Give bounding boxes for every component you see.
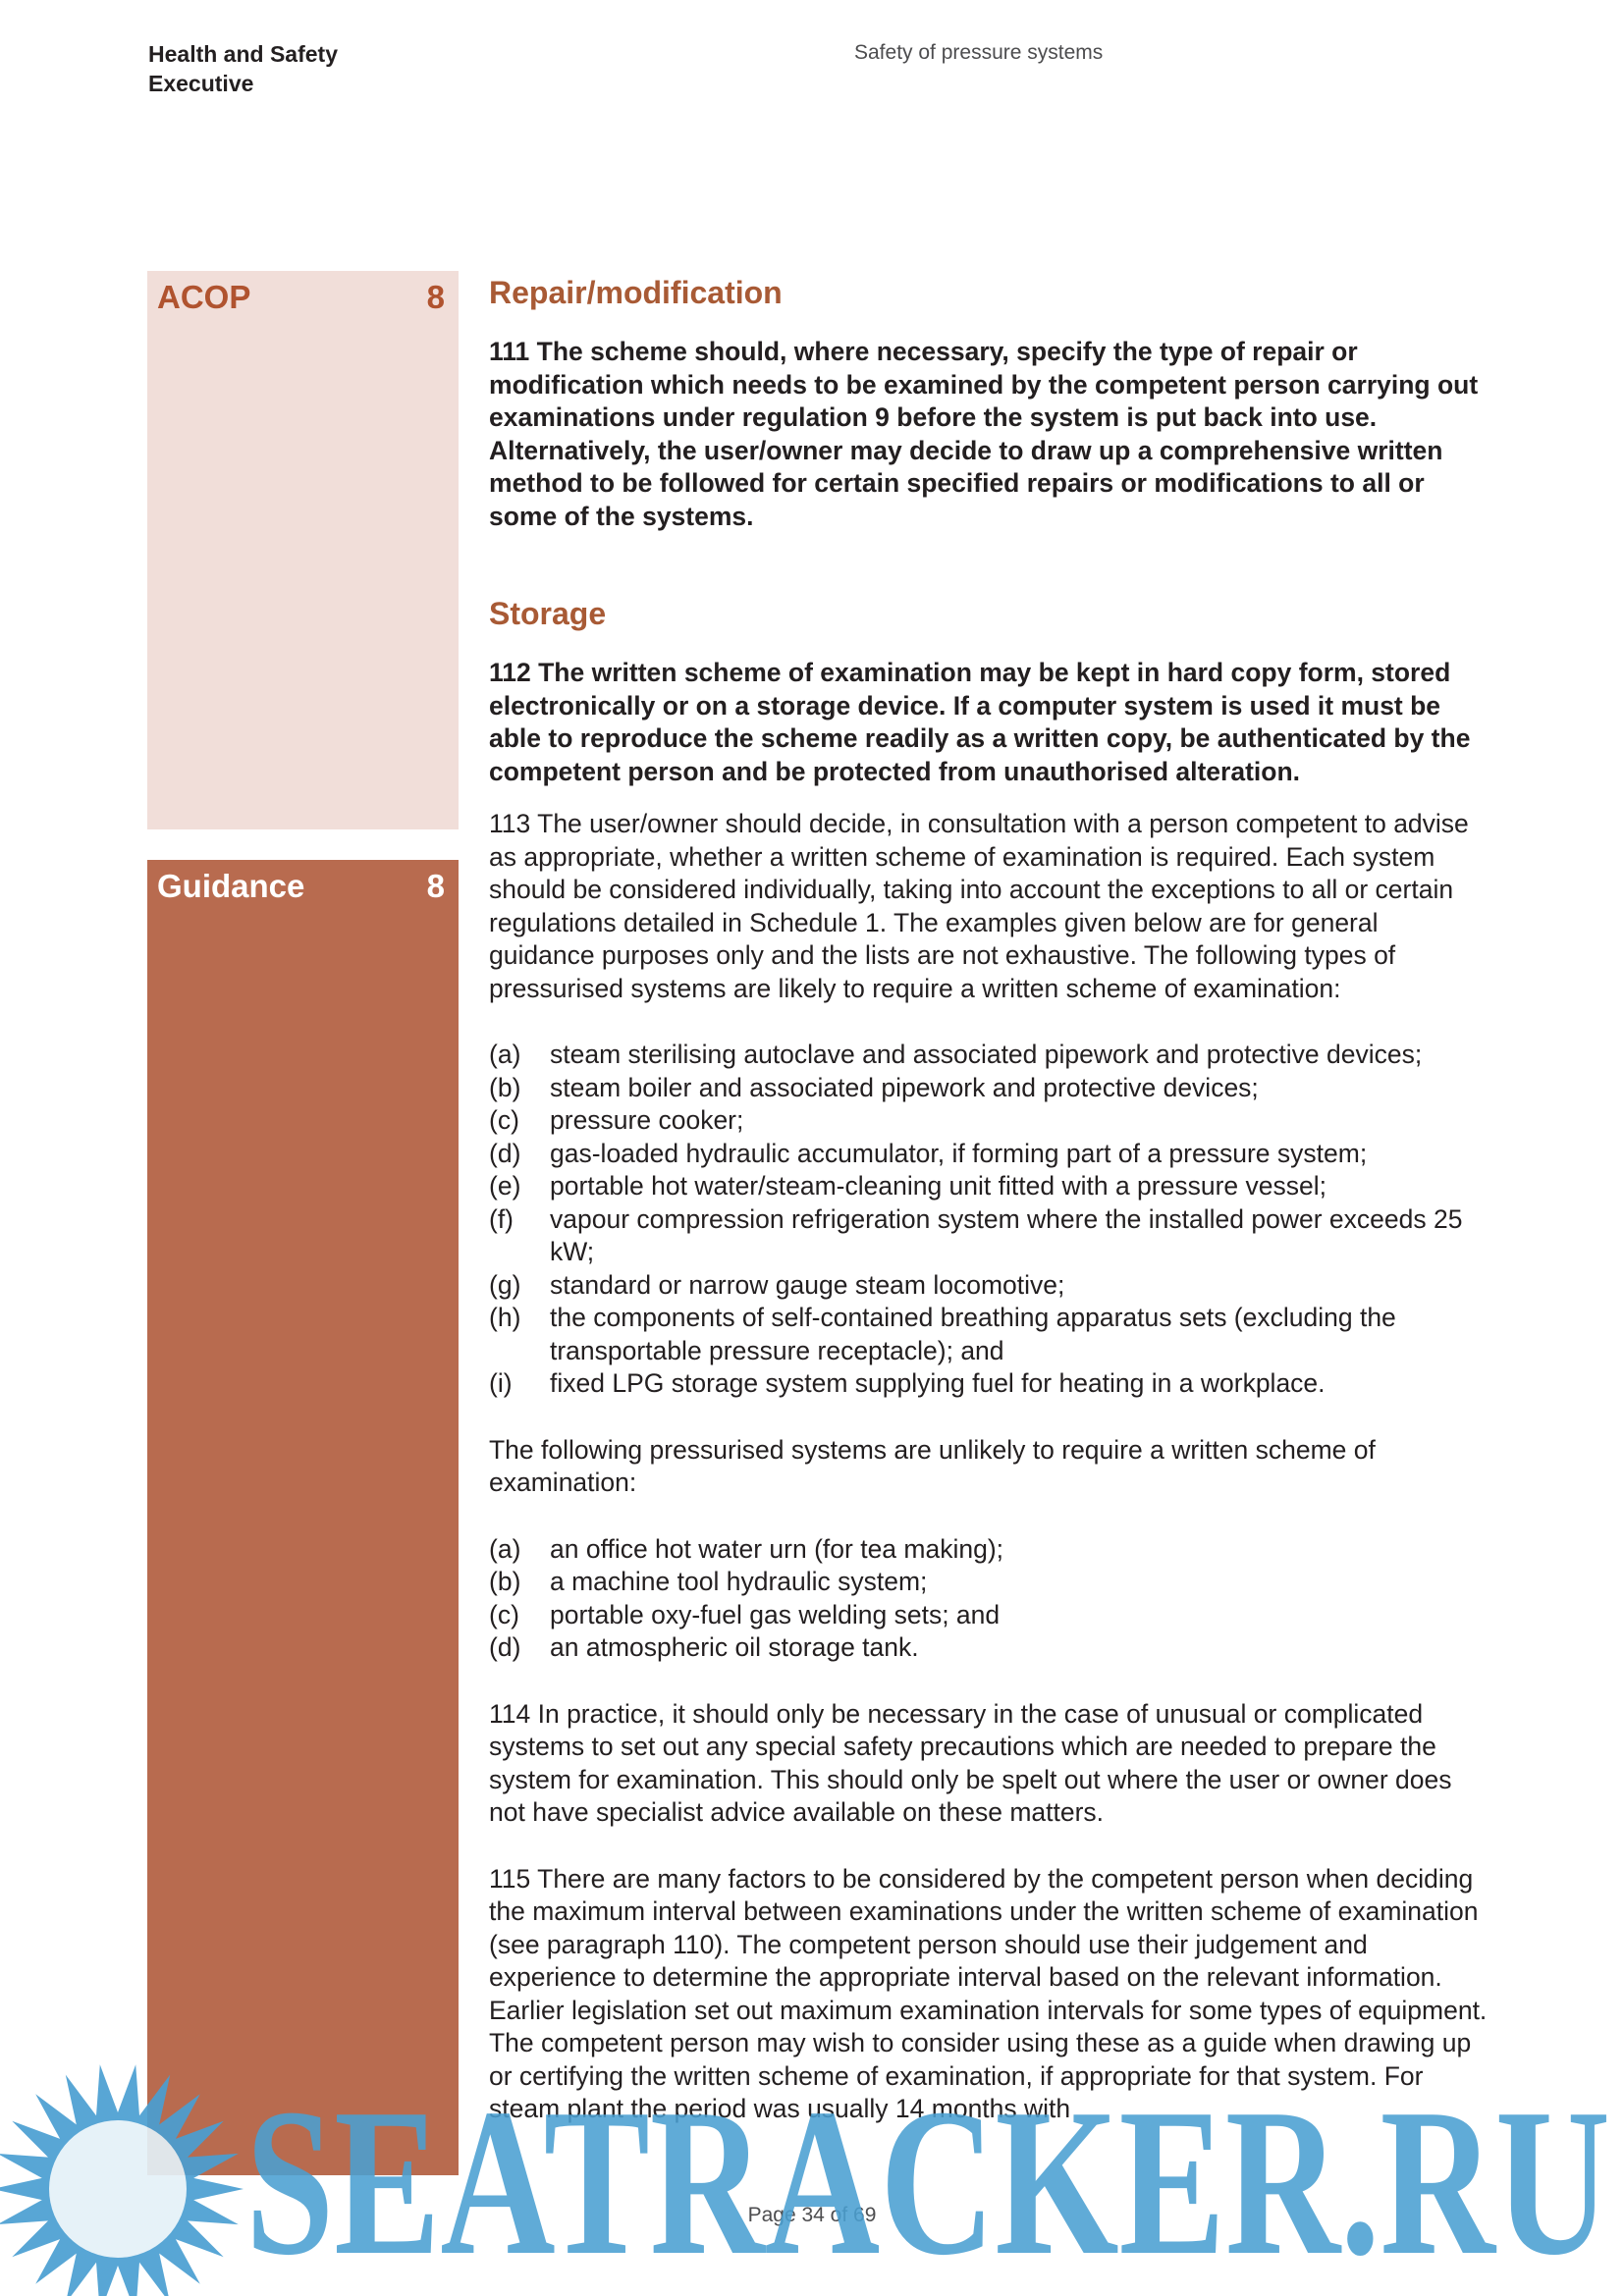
list-item xyxy=(489,1039,1490,1072)
guidance-sidebar-box xyxy=(147,860,459,2175)
watermark xyxy=(0,2042,1624,2296)
paragraph-112: 112 The written scheme of examination may be kept in hard copy form, stored electronically or on a storage device. If a computer system is used it must be able to reproduce the scheme readily as a written copy, be authenticated by the competent person and be protected from unauthorised alteration. xyxy=(489,658,1471,786)
list-item xyxy=(489,1533,1490,1567)
list-item-text: an atmospheric oil storage tank. xyxy=(550,1632,919,1662)
list-item xyxy=(489,1566,1490,1599)
watermark-text: SEATRACKER.RU xyxy=(245,2064,1610,2296)
paragraph-111: 111 The scheme should, where necessary, specify the type of repair or modification which needs to be examined by the competent person carrying out examinations under regulation 9 before the system is put back into use. Alternatively, the user/owner may decide to draw up a comprehensive written method to be followed for certain specified repairs or modifications to all or some of the systems. xyxy=(489,337,1479,531)
list-item xyxy=(489,1269,1490,1303)
guidance-regulation-number: 8 xyxy=(426,868,445,904)
paragraph-114: 114 In practice, it should only be necessary in the case of unusual or complicated systems to set out any special safety precautions which are needed to prepare the system for examination. This should only be spelt out where the user or owner does not have specialist advice available on these matters. xyxy=(489,1698,1452,1827)
list-item xyxy=(489,1138,1490,1171)
page-number: Page 34 of 69 xyxy=(747,2204,877,2226)
org-line-2: Executive xyxy=(148,71,254,96)
document-title: Safety of pressure systems xyxy=(854,41,1104,64)
list-item-label: (b) xyxy=(489,1567,521,1596)
sun-logo-icon xyxy=(0,2064,244,2296)
list-item-label: (h) xyxy=(489,1303,521,1332)
list-item-text: gas-loaded hydraulic accumulator, if forming part of a pressure system; xyxy=(550,1138,1368,1168)
heading-repair-modification: Repair/modification xyxy=(489,275,783,310)
acop-sidebar-box xyxy=(147,271,459,829)
paragraph-115: 115 There are many factors to be considered by the competent person when deciding the maximum interval between examinations under the written scheme of examination (see paragraph 110). The competent person should use their judgement and experience to determine the appropriate interval based on the relevant information. Earlier legislation set out maximum examination intervals for some types of equipment. The competent person may wish to consider using these as a guide when drawing up or certifying the written scheme of examination, if appropriate for that system. For steam plant the period was usually 14 months with xyxy=(489,1863,1488,2123)
guidance-label: Guidance xyxy=(157,868,305,904)
list-item-text: steam sterilising autoclave and associated pipework and protective devices; xyxy=(550,1040,1423,1069)
list-item-label: (e) xyxy=(489,1171,521,1201)
list-item-text: portable oxy-fuel gas welding sets; and xyxy=(550,1599,1001,1629)
list-item-label: (f) xyxy=(489,1203,514,1234)
list-item-label: (b) xyxy=(489,1072,521,1102)
heading-storage: Storage xyxy=(489,596,607,631)
org-line-1: Health and Safety xyxy=(148,41,338,67)
main-content xyxy=(489,271,1490,2126)
acop-label: ACOP xyxy=(157,279,251,315)
list-item xyxy=(489,1367,1490,1401)
list-item xyxy=(489,1072,1490,1105)
paragraph-113: 113 The user/owner should decide, in consultation with a person competent to advise as appropriate, whether a written scheme of examination is required. Each system should be considered individually, taking into account the exceptions to all or certain regulations detailed in Schedule 1. The examples given below are for general guidance purposes only and the lists are not exhaustive. The following types of pressurised systems are likely to require a written scheme of examination: xyxy=(489,809,1469,1003)
list-item-label: (c) xyxy=(489,1105,519,1135)
list-item-label: (c) xyxy=(489,1599,519,1629)
list-item-text: standard or narrow gauge steam locomotive; xyxy=(550,1269,1065,1300)
unlikely-intro: The following pressurised systems are unlikely to require a written scheme of examination: xyxy=(489,1434,1376,1497)
list-item-label: (a) xyxy=(489,1533,521,1564)
list-item-text: the components of self-contained breathing apparatus sets (excluding the transportable pressure receptacle); and xyxy=(550,1303,1396,1365)
list-item xyxy=(489,1170,1490,1203)
likely-systems-list xyxy=(489,1039,1490,1401)
list-item-text: pressure cooker; xyxy=(550,1105,744,1135)
list-item-label: (d) xyxy=(489,1632,521,1662)
list-item xyxy=(489,1631,1490,1665)
list-item xyxy=(489,1302,1490,1367)
list-item xyxy=(489,1104,1490,1138)
list-item-label: (a) xyxy=(489,1040,521,1069)
organisation-name xyxy=(148,39,338,98)
list-item-label: (g) xyxy=(489,1269,521,1300)
list-item-text: an office hot water urn (for tea making); xyxy=(550,1533,1004,1564)
list-item xyxy=(489,1203,1490,1269)
unlikely-systems-list xyxy=(489,1533,1490,1665)
list-item-text: portable hot water/steam-cleaning unit fitted with a pressure vessel; xyxy=(550,1171,1326,1201)
list-item-text: fixed LPG storage system supplying fuel for heating in a workplace. xyxy=(550,1368,1326,1398)
list-item-text: a machine tool hydraulic system; xyxy=(550,1567,928,1596)
list-item-label: (d) xyxy=(489,1138,521,1168)
list-item-text: vapour compression refrigeration system where the installed power exceeds 25 kW; xyxy=(550,1203,1463,1266)
list-item-text: steam boiler and associated pipework and protective devices; xyxy=(550,1072,1259,1102)
list-item-label: (i) xyxy=(489,1368,513,1398)
list-item xyxy=(489,1599,1490,1632)
acop-regulation-number: 8 xyxy=(426,279,445,315)
